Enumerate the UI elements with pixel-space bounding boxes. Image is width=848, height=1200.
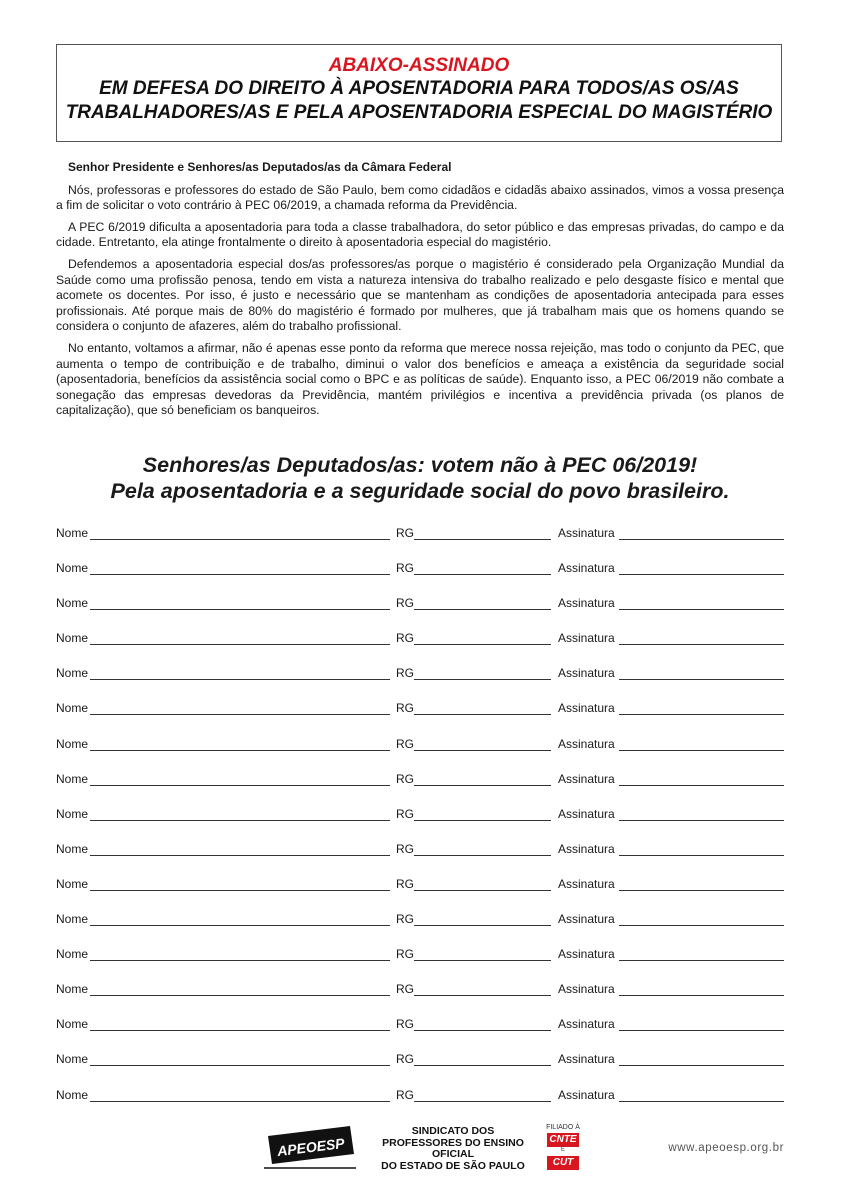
name-field[interactable] — [90, 820, 390, 821]
rg-label: RG — [396, 876, 414, 891]
rg-label: RG — [396, 947, 414, 962]
signature-field[interactable] — [619, 820, 784, 821]
rg-field[interactable] — [414, 609, 551, 610]
signature-field[interactable] — [619, 925, 784, 926]
signature-label: Assinatura — [558, 771, 615, 786]
signature-label: Assinatura — [558, 701, 615, 716]
letter-paragraph: No entanto, voltamos a afirmar, não é apenas esse ponto da reforma que merece nossa rejeição, mas todo o conjunto da PEC, que aumenta o tempo de contribuição e de trabalho, diminui o valor dos benefícios e ameaça a existência da seguridade social (aposentadoria, benefícios da assistência social como o BPC e as políticas de saúde). Enquanto isso, a PEC 06/2019 não combate a sonegação das empresas devedoras da Previdência, mantém privilégios e incentiva a previdência privada (os planos de capitalização), que só beneficiam os banqueiros. — [56, 340, 784, 418]
signature-row — [56, 909, 784, 944]
rg-label: RG — [396, 526, 414, 540]
name-label: Nome — [56, 806, 89, 821]
signature-field[interactable] — [619, 855, 784, 856]
rg-field[interactable] — [414, 820, 551, 821]
rg-field[interactable] — [414, 890, 551, 891]
rg-field[interactable] — [414, 574, 551, 575]
name-label: Nome — [56, 596, 89, 611]
name-field[interactable] — [90, 785, 390, 786]
signature-row — [56, 804, 784, 839]
name-field[interactable] — [90, 1065, 390, 1066]
name-field[interactable] — [90, 855, 390, 856]
name-field[interactable] — [90, 644, 390, 645]
union-line-2: PROFESSORES DO ENSINO OFICIAL — [382, 1136, 524, 1160]
union-name — [368, 1126, 538, 1172]
rg-field[interactable] — [414, 644, 551, 645]
signature-field[interactable] — [619, 539, 784, 540]
signature-field[interactable] — [619, 995, 784, 996]
signature-field[interactable] — [619, 679, 784, 680]
signature-label: Assinatura — [558, 596, 615, 611]
call-line-1: Senhores/as Deputados/as: votem não à PEC 06/2019! — [142, 453, 698, 477]
rg-field[interactable] — [414, 1030, 551, 1031]
affiliation-label: FILIADO À — [546, 1124, 580, 1131]
signature-row — [56, 1014, 784, 1049]
document-title-line-2: TRABALHADORES/AS E PELA APOSENTADORIA ESPECIAL DO MAGISTÉRIO — [65, 102, 773, 123]
signature-field[interactable] — [619, 714, 784, 715]
rg-label: RG — [396, 771, 414, 786]
document-title-line-1: EM DEFESA DO DIREITO À APOSENTADORIA PARA TODOS/AS OS/AS — [99, 78, 739, 99]
name-label: Nome — [56, 1052, 89, 1067]
signature-label: Assinatura — [558, 982, 615, 997]
rg-field[interactable] — [414, 785, 551, 786]
name-field[interactable] — [90, 539, 390, 540]
rg-field[interactable] — [414, 1101, 551, 1102]
name-label: Nome — [56, 771, 89, 786]
name-field[interactable] — [90, 574, 390, 575]
signature-field[interactable] — [619, 644, 784, 645]
name-label: Nome — [56, 561, 89, 576]
name-label: Nome — [56, 631, 89, 646]
name-label: Nome — [56, 666, 89, 681]
rg-label: RG — [396, 561, 414, 576]
name-field[interactable] — [90, 1030, 390, 1031]
signature-label: Assinatura — [558, 631, 615, 646]
signature-row — [56, 593, 784, 628]
rg-field[interactable] — [414, 714, 551, 715]
rg-label: RG — [396, 596, 414, 611]
rg-label: RG — [396, 1087, 414, 1102]
name-label: Nome — [56, 947, 89, 962]
name-label: Nome — [56, 876, 89, 891]
signature-row — [56, 663, 784, 698]
letter-paragraph: A PEC 6/2019 dificulta a aposentadoria para toda a classe trabalhadora, do setor público e das empresas privadas, do campo e da cidade. Entretanto, ela atinge frontalmente o direito à aposentadoria especial do magistério. — [56, 219, 784, 250]
signature-label: Assinatura — [558, 841, 615, 856]
name-label: Nome — [56, 1017, 89, 1032]
name-field[interactable] — [90, 609, 390, 610]
signature-label: Assinatura — [558, 526, 615, 540]
signature-row — [56, 734, 784, 769]
rg-label: RG — [396, 631, 414, 646]
name-field[interactable] — [90, 960, 390, 961]
rg-field[interactable] — [414, 925, 551, 926]
rg-label: RG — [396, 806, 414, 821]
salutation: Senhor Presidente e Senhores/as Deputados/as da Câmara Federal — [68, 160, 452, 174]
signature-label: Assinatura — [558, 736, 615, 751]
document-kicker: ABAIXO-ASSINADO — [328, 55, 510, 76]
name-label: Nome — [56, 982, 89, 997]
signature-label: Assinatura — [558, 1052, 615, 1067]
rg-field[interactable] — [414, 855, 551, 856]
call-to-action — [56, 452, 784, 504]
signature-row — [56, 874, 784, 909]
rg-label: RG — [396, 982, 414, 997]
signature-row — [56, 523, 784, 558]
name-field[interactable] — [90, 890, 390, 891]
signature-row — [56, 698, 784, 733]
name-field[interactable] — [90, 750, 390, 751]
rg-label: RG — [396, 1052, 414, 1067]
rg-field[interactable] — [414, 960, 551, 961]
petition-letter — [56, 160, 784, 425]
signature-row — [56, 1049, 784, 1084]
letter-paragraph: Defendemos a aposentadoria especial dos/as professores/as porque o magistério é considerado pela Organização Mundial da Saúde como uma profissão penosa, tendo em vista a natureza intensiva do trabalho realizado e pelo desgaste físico e mental que acomete os docentes. Por isso, é justo e necessário que se mantenham as condições de aposentadoria antecipada para esses profissionais. Até porque mais de 80% do magistério é formado por mulheres, que já trabalham mais que os homens quando se considera o conjunto de afazeres, além do trabalho profissional. — [56, 256, 784, 334]
signature-field[interactable] — [619, 960, 784, 961]
rg-field[interactable] — [414, 539, 551, 540]
signature-row — [56, 769, 784, 804]
cnte-logo: CNTE — [547, 1133, 579, 1147]
call-line-2: Pela aposentadoria e a seguridade social do povo brasileiro. — [110, 479, 730, 503]
name-field[interactable] — [90, 679, 390, 680]
signature-label: Assinatura — [558, 876, 615, 891]
signature-field[interactable] — [619, 890, 784, 891]
name-label: Nome — [56, 526, 89, 540]
signature-field[interactable] — [619, 750, 784, 751]
signature-field[interactable] — [619, 1030, 784, 1031]
rg-field[interactable] — [414, 679, 551, 680]
name-field[interactable] — [90, 714, 390, 715]
signature-label: Assinatura — [558, 912, 615, 927]
name-field[interactable] — [90, 925, 390, 926]
rg-label: RG — [396, 701, 414, 716]
svg-text:APEOESP: APEOESP — [276, 1134, 346, 1160]
letter-paragraph: Nós, professoras e professores do estado de São Paulo, bem como cidadãos e cidadãs abaixo assinados, vimos a vossa presença a fim de solicitar o voto contrário à PEC 06/2019, a chamada reforma da Previdência. — [56, 182, 784, 213]
name-field[interactable] — [90, 995, 390, 996]
signature-row — [56, 1085, 784, 1120]
signature-field[interactable] — [619, 1101, 784, 1102]
name-field[interactable] — [90, 1101, 390, 1102]
rg-label: RG — [396, 841, 414, 856]
signature-field[interactable] — [619, 785, 784, 786]
signature-field[interactable] — [619, 1065, 784, 1066]
signature-row — [56, 944, 784, 979]
title-box — [56, 44, 782, 142]
signature-label: Assinatura — [558, 1017, 615, 1032]
name-label: Nome — [56, 912, 89, 927]
cut-logo: CUT — [547, 1156, 579, 1170]
name-label: Nome — [56, 701, 89, 716]
signature-rows — [56, 523, 784, 1120]
rg-field[interactable] — [414, 995, 551, 996]
signature-row — [56, 558, 784, 593]
signature-row — [56, 839, 784, 874]
affiliation-joiner: E — [560, 1147, 565, 1153]
rg-field[interactable] — [414, 1065, 551, 1066]
rg-field[interactable] — [414, 750, 551, 751]
name-label: Nome — [56, 1087, 89, 1102]
signature-field[interactable] — [619, 574, 784, 575]
signature-row — [56, 979, 784, 1014]
rg-label: RG — [396, 666, 414, 681]
apeoesp-logo — [262, 1124, 358, 1170]
signature-label: Assinatura — [558, 947, 615, 962]
name-label: Nome — [56, 736, 89, 751]
rg-label: RG — [396, 912, 414, 927]
signature-label: Assinatura — [558, 1087, 615, 1102]
signature-row — [56, 628, 784, 663]
signature-label: Assinatura — [558, 561, 615, 576]
union-line-3: DO ESTADO DE SÃO PAULO — [381, 1159, 525, 1172]
signature-label: Assinatura — [558, 666, 615, 681]
name-label: Nome — [56, 841, 89, 856]
signature-field[interactable] — [619, 609, 784, 610]
signature-label: Assinatura — [558, 806, 615, 821]
footer — [0, 1118, 848, 1198]
union-line-1: SINDICATO DOS — [411, 1125, 495, 1137]
rg-label: RG — [396, 736, 414, 751]
affiliation — [543, 1124, 583, 1170]
website: www.apeoesp.org.br — [668, 1142, 784, 1154]
rg-label: RG — [396, 1017, 414, 1032]
